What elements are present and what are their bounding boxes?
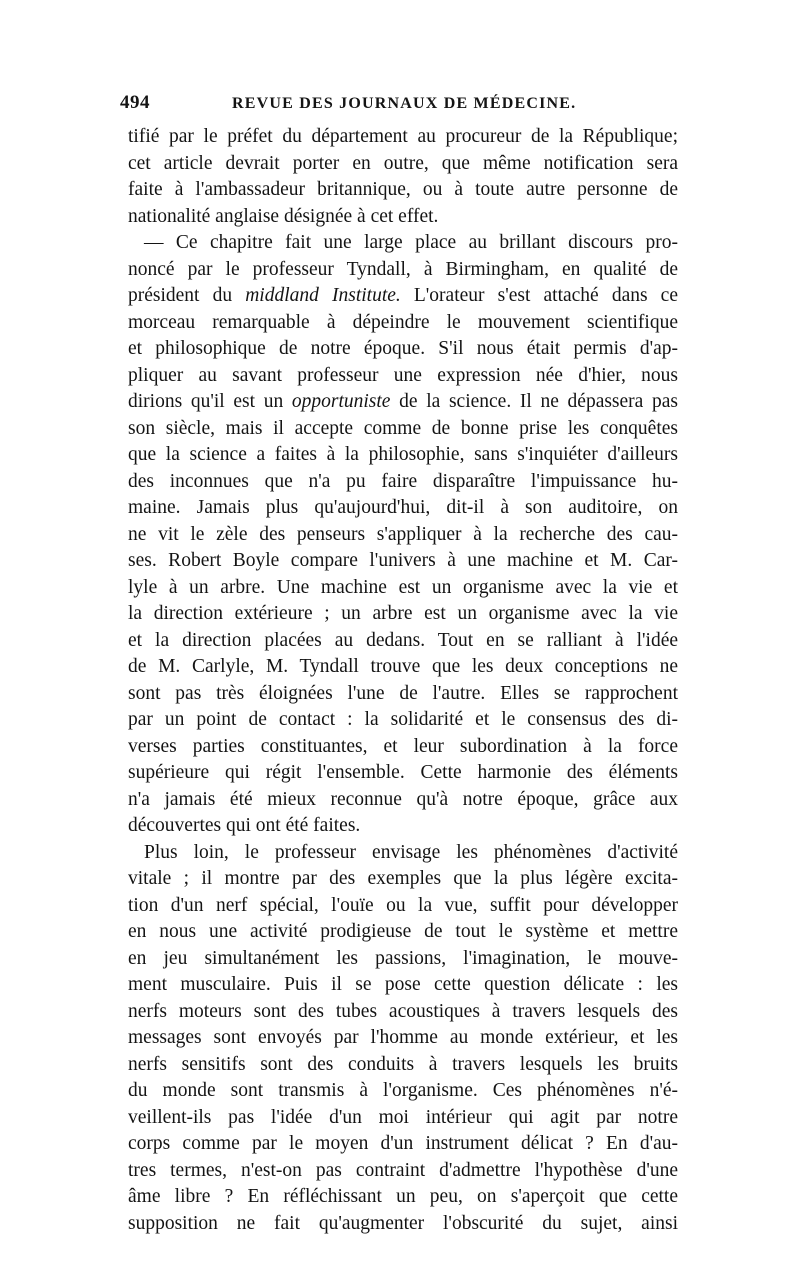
- text-line: messages sont envoyés par l'homme au monde extérieur, et les: [128, 1027, 678, 1048]
- text-line: n'a jamais été mieux reconnue qu'à notre époque, grâce aux: [128, 788, 678, 810]
- text-line: et philosophique de notre époque. S'il nous était permis d'ap-: [128, 338, 678, 359]
- text-line: la direction extérieure ; un arbre est un organisme avec la vie: [128, 603, 678, 624]
- italic-term: middland Institute.: [245, 285, 401, 306]
- journal-title: REVUE DES JOURNAUX DE MÉDECINE.: [232, 95, 577, 112]
- text-line: nerfs sensitifs sont des conduits à travers lesquels les bruits: [128, 1053, 678, 1075]
- text-line: maine. Jamais plus qu'aujourd'hui, dit-il à son auditoire, on: [128, 497, 678, 518]
- text-line: cet article devrait porter en outre, que même notification sera: [128, 152, 678, 174]
- text-line: que la science a faites à la philosophie, sans s'inquiéter d'ailleurs: [128, 444, 678, 465]
- text-line: découvertes qui ont été faites.: [128, 815, 361, 836]
- text-line: tifié par le préfet du département au procureur de la République;: [128, 126, 678, 147]
- text-line: des inconnues que n'a pu faire disparaître l'impuissance hu-: [128, 470, 678, 492]
- text-line: — Ce chapitre fait une large place au brillant discours pro-: [144, 232, 678, 253]
- text-line: son siècle, mais il accepte comme de bonne prise les conquêtes: [128, 417, 678, 439]
- running-head: [120, 92, 680, 120]
- text-segment: L'orateur s'est attaché dans ce: [400, 285, 678, 306]
- text-line: nerfs moteurs sont des tubes acoustiques à travers lesquels des: [128, 1000, 678, 1022]
- text-line: en jeu simultanément les passions, l'imagination, le mouve-: [128, 947, 678, 969]
- text-line: supposition ne fait qu'augmenter l'obscurité du sujet, ainsi: [128, 1212, 678, 1234]
- text-line: morceau remarquable à dépeindre le mouvement scientifique: [128, 311, 678, 333]
- text-line: de M. Carlyle, M. Tyndall trouve que les deux conceptions ne: [128, 656, 678, 677]
- text-line: [128, 389, 678, 416]
- text-line: en nous une activité prodigieuse de tout le système et mettre: [128, 921, 678, 942]
- text-line: faite à l'ambassadeur britannique, ou à toute autre personne de: [128, 179, 678, 200]
- text-line: et la direction placées au dedans. Tout en se ralliant à l'idée: [128, 629, 678, 651]
- text-line: ses. Robert Boyle compare l'univers à une machine et M. Car-: [128, 550, 678, 571]
- text-segment: de la science. Il ne dépassera pas: [390, 391, 678, 412]
- text-line: ne vit le zèle des penseurs s'appliquer à la recherche des cau-: [128, 523, 678, 545]
- text-line: tres termes, n'est-on pas contraint d'admettre l'hypothèse d'une: [128, 1159, 678, 1181]
- text-line: pliquer au savant professeur une expression née d'hier, nous: [128, 364, 678, 386]
- text-line: sont pas très éloignées l'une de l'autre. Elles se rapprochent: [128, 682, 678, 704]
- text-line: nationalité anglaise désignée à cet effet.: [128, 205, 439, 227]
- text-line: âme libre ? En réfléchissant un peu, on s'aperçoit que cette: [128, 1186, 678, 1207]
- text-line: [128, 283, 678, 310]
- text-line: corps comme par le moyen d'un instrument délicat ? En d'au-: [128, 1133, 678, 1154]
- text-line: Plus loin, le professeur envisage les phénomènes d'activité: [144, 841, 678, 863]
- italic-term: opportuniste: [291, 391, 391, 412]
- text-line: tion d'un nerf spécial, l'ouïe ou la vue, suffit pour développer: [128, 894, 678, 916]
- article-body: [128, 124, 678, 1237]
- text-segment: président du: [128, 285, 246, 306]
- page-number: 494: [120, 92, 150, 113]
- text-line: veillent-ils pas l'idée d'un moi intérieur qui agit par notre: [128, 1106, 678, 1128]
- text-line: noncé par le professeur Tyndall, à Birmingham, en qualité de: [128, 258, 678, 280]
- text-line: supérieure qui régit l'ensemble. Cette harmonie des éléments: [128, 762, 678, 783]
- text-line: du monde sont transmis à l'organisme. Ces phénomènes n'é-: [128, 1080, 678, 1101]
- text-line: par un point de contact : la solidarité et le consensus des di-: [128, 709, 678, 730]
- text-line: ment musculaire. Puis il se pose cette question délicate : les: [128, 974, 678, 995]
- text-line: lyle à un arbre. Une machine est un organisme avec la vie et: [128, 576, 678, 598]
- text-line: vitale ; il montre par des exemples que la plus légère excita-: [128, 868, 678, 889]
- text-segment: dirions qu'il est un: [128, 391, 292, 412]
- text-line: verses parties constituantes, et leur subordination à la force: [128, 735, 678, 757]
